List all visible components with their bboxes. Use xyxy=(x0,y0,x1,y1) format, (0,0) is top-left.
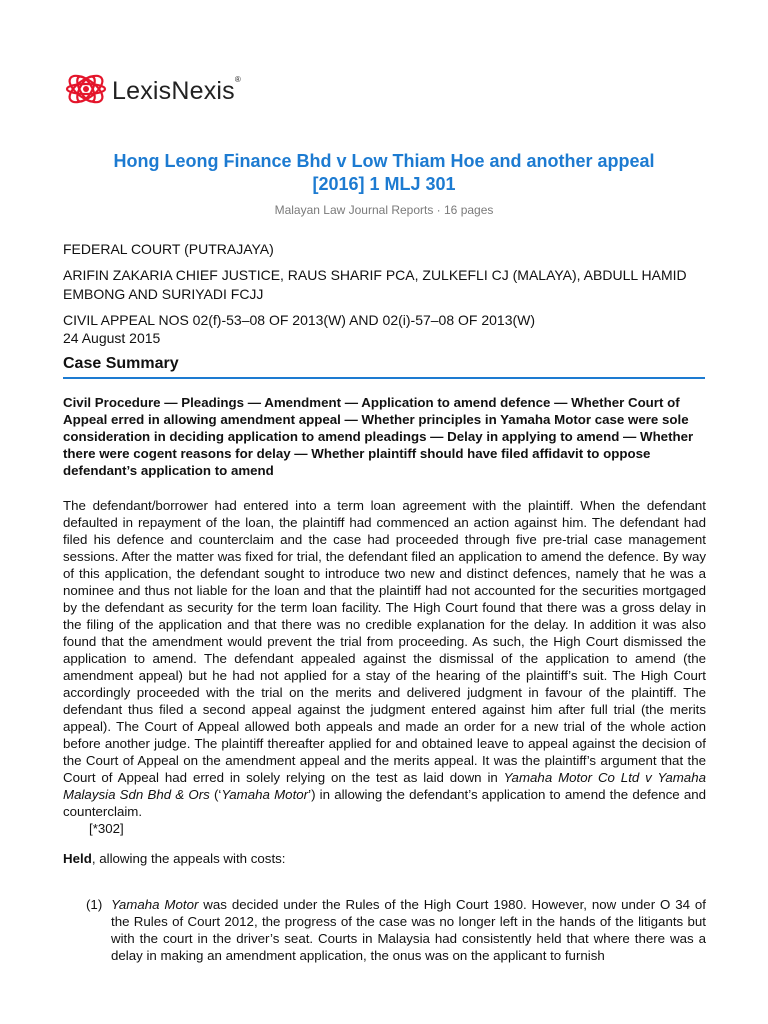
held-item xyxy=(86,896,706,964)
case-summary-heading: Case Summary xyxy=(63,355,705,379)
court-name: FEDERAL COURT (PUTRAJAYA) xyxy=(63,241,274,257)
title-line-1: Hong Leong Finance Bhd v Low Thiam Hoe and another appeal xyxy=(113,151,655,171)
case-numbers: CIVIL APPEAL NOS 02(f)-53–08 OF 2013(W) AND 02(i)-57–08 OF 2013(W) xyxy=(63,312,536,328)
held-line xyxy=(63,851,285,866)
summary-text-mid: (‘ xyxy=(209,787,222,802)
summary-text-end: ’) in allowing the defendant’s application to amend the defence and counterclaim. xyxy=(63,787,707,819)
summary-text: The defendant/borrower had entered into a term loan agreement with the plaintiff. When the defendant defaulted in repayment of the loan, the plaintiff had commenced an action against him. The defendant had filed his defence and counterclaim and the case had proceeded through five pre-trial case management sessions. After the matter was fixed for trial, the defendant filed an application to amend the defence. By way of this application, the defendant sought to introduce two new and distinct defences, namely that he was a nominee and thus not liable for the loan and that the plaintiff had not accounted for the securities mortgaged by the defendant as security for the term loan facility. The High Court found that there was a gross delay in the filing of the application and that there was no credible explanation for the delay. In addition it was also found that the amendment would prevent the trial from proceeding. As such, the High Court dismissed the application to amend. The defendant appealed against the dismissal of the application to amend (the amendment appeal) but he had not applied for a stay of the hearing of the plaintiff’s suit. The High Court accordingly proceeded with the trial on the merits and delivered judgment in favour of the plaintiff. The defendant thus filed a second appeal against the judgment entered against him after full trial (the merits appeal). The Court of Appeal allowed both appeals and made an order for a new trial of the whole action before another judge. The plaintiff thereafter applied for and obtained leave to appeal against the decision of the Court of Appeal on the amendment appeal and the merits appeal. It was the plaintiff’s argument that the Court of Appeal had erred in solely relying on the test as laid down in xyxy=(63,498,706,785)
brand-name: LexisNexis® xyxy=(112,74,241,105)
document-subtitle: Malayan Law Journal Reports · 16 pages xyxy=(274,203,494,217)
held-item-body: was decided under the Rules of the High Court 1980. However, now under O 34 of the Rules of Court 2012, the progress of the case was no longer left in the hands of the litigants but with the court in the driver’s seat. Courts in Malaysia had consistently held that where there was a delay in making an amendment application, the onus was on the applicant to furnish xyxy=(111,897,706,963)
case-name-italic: Yamaha Motor Co Ltd v Yamaha Malaysia Sdn Bhd & Ors xyxy=(63,770,706,802)
judges: ARIFIN ZAKARIA CHIEF JUSTICE, RAUS SHARIF PCA, ZULKEFLI CJ (MALAYA), ABDULL HAMID EMBONG AND SURIYADI FCJJ xyxy=(63,267,687,302)
held-bold: Held xyxy=(63,851,92,866)
lexisnexis-logo xyxy=(62,64,241,112)
held-item-italic: Yamaha Motor xyxy=(111,897,199,912)
held-item-text xyxy=(111,896,706,964)
catchwords: Civil Procedure — Pleadings — Amendment — Application to amend defence — Whether Court of Appeal erred in allowing amendment appeal — Whether principles in Yamaha Motor case were sole consideration in deciding application to amend pleadings — Delay in applying to amend — Whether there were cogent reasons for delay — Whether plaintiff should have filed affidavit to oppose defendant’s application to amend xyxy=(63,395,694,478)
lexisnexis-knot-icon xyxy=(62,64,110,112)
title-citation: [2016] 1 MLJ 301 xyxy=(312,174,456,194)
short-name-italic: Yamaha Motor xyxy=(221,787,309,802)
held-item-number: (1) xyxy=(86,897,103,912)
held-rest: , allowing the appeals with costs: xyxy=(91,851,286,866)
decision-date: 24 August 2015 xyxy=(63,330,161,346)
summary-body xyxy=(63,497,706,837)
page-reference: [*302] xyxy=(89,821,124,836)
document-title xyxy=(0,150,768,196)
